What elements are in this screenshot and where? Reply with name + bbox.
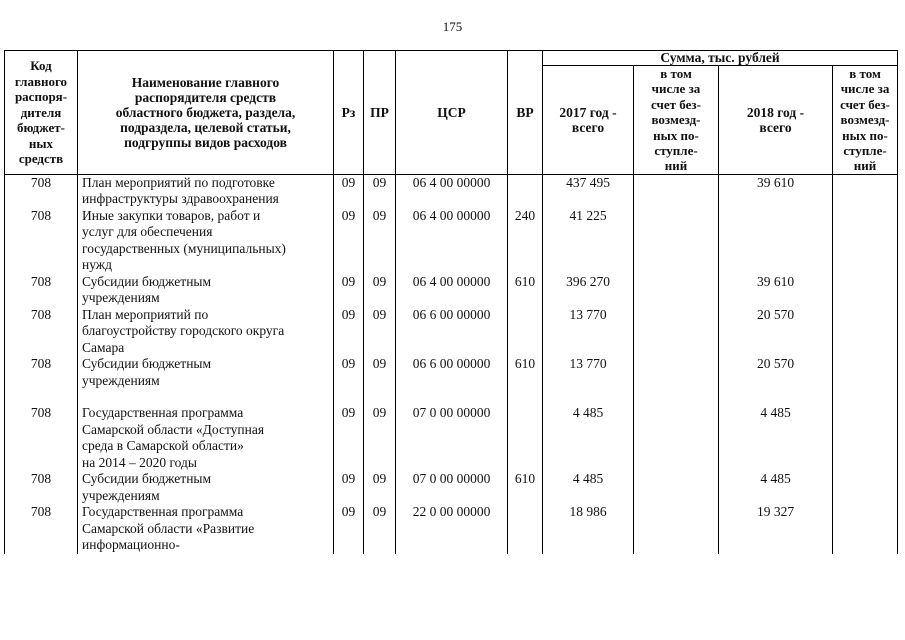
header-name-line: Наименование главного (131, 74, 280, 90)
cell-2017-gratis (634, 405, 719, 471)
cell-vr (508, 405, 543, 471)
cell-name-line: Самарской области «Доступная (82, 421, 265, 437)
cell-name-line: учреждениям (82, 372, 160, 388)
cell-name (78, 274, 334, 307)
table-row (5, 208, 898, 274)
cell-csr: 07 0 00 00000 (396, 405, 508, 471)
cell-name-line: План мероприятий по подготовке (82, 174, 275, 190)
header-gratis-line: счет без- (840, 96, 890, 112)
cell-2018-gratis (833, 274, 898, 307)
header-code-line: Код (30, 58, 52, 74)
cell-2017-total: 13 770 (543, 356, 634, 389)
cell-rz: 09 (334, 307, 364, 357)
cell-csr: 22 0 00 00000 (396, 504, 508, 554)
header-vr: ВР (508, 51, 543, 175)
cell-2017-gratis (634, 504, 719, 554)
cell-2017-gratis (634, 471, 719, 504)
cell-code: 708 (5, 504, 78, 554)
header-name-line: подгруппы видов расходов (124, 134, 287, 150)
header-gratis-line: возмезд- (651, 112, 701, 128)
header-gratis-2018 (833, 66, 898, 175)
cell-2018-total (719, 208, 833, 274)
cell-2017-total: 18 986 (543, 504, 634, 554)
header-code-line: дителя (20, 104, 62, 120)
cell-name (78, 356, 334, 389)
spacer-cell (719, 389, 833, 405)
header-sum: Сумма, тыс. рублей (543, 51, 898, 66)
header-gratis-line: ний (664, 158, 688, 174)
cell-name-line: Субсидии бюджетным (82, 273, 212, 289)
cell-name-line: Самарской области «Развитие (82, 520, 255, 536)
cell-2018-total: 20 570 (719, 307, 833, 357)
spacer-cell (508, 389, 543, 405)
cell-name-line: Иные закупки товаров, работ и (82, 207, 261, 223)
cell-vr (508, 174, 543, 208)
header-total-2017-line: 2017 год - (559, 104, 617, 120)
cell-2017-gratis (634, 274, 719, 307)
header-total-2017-line: всего (571, 119, 605, 135)
cell-2018-gratis (833, 471, 898, 504)
cell-pr: 09 (364, 208, 396, 274)
cell-vr (508, 307, 543, 357)
cell-2018-gratis (833, 208, 898, 274)
header-name-line: подраздела, целевой статьи, (120, 119, 291, 135)
cell-2017-total: 13 770 (543, 307, 634, 357)
cell-vr: 610 (508, 471, 543, 504)
table-row (5, 356, 898, 389)
cell-pr: 09 (364, 504, 396, 554)
cell-vr: 240 (508, 208, 543, 274)
cell-2018-gratis (833, 405, 898, 471)
header-gratis-line: возмезд- (840, 112, 890, 128)
cell-name-line: Самара (82, 339, 125, 355)
spacer-cell (78, 389, 334, 405)
cell-rz: 09 (334, 274, 364, 307)
cell-pr: 09 (364, 405, 396, 471)
header-gratis-line: ных по- (653, 127, 699, 143)
cell-pr: 09 (364, 274, 396, 307)
cell-name (78, 405, 334, 471)
budget-table (4, 50, 898, 554)
table-row (5, 471, 898, 504)
cell-pr: 09 (364, 471, 396, 504)
cell-2018-total: 4 485 (719, 405, 833, 471)
cell-2018-gratis (833, 504, 898, 554)
cell-name (78, 307, 334, 357)
header-total-2018 (719, 66, 833, 175)
cell-name-line: учреждениям (82, 290, 160, 306)
header-rz: Рз (334, 51, 364, 175)
header-gratis-line: в том (849, 66, 881, 81)
cell-pr: 09 (364, 174, 396, 208)
cell-name-line: Субсидии бюджетным (82, 356, 212, 372)
cell-2018-total: 4 485 (719, 471, 833, 504)
cell-rz: 09 (334, 208, 364, 274)
table-row (5, 307, 898, 357)
header-gratis-2017 (634, 66, 719, 175)
cell-pr: 09 (364, 307, 396, 357)
spacer-cell (334, 389, 364, 405)
cell-name-line: услуг для обеспечения (82, 224, 213, 240)
cell-code: 708 (5, 208, 78, 274)
cell-2018-total: 39 610 (719, 174, 833, 208)
spacer-cell (833, 389, 898, 405)
header-code (5, 51, 78, 175)
cell-name-line: благоустройству городского округа (82, 323, 285, 339)
cell-csr: 06 6 00 00000 (396, 356, 508, 389)
header-gratis-line: числе за (651, 81, 701, 97)
cell-csr: 06 4 00 00000 (396, 274, 508, 307)
cell-name (78, 208, 334, 274)
cell-2018-gratis (833, 174, 898, 208)
header-total-2017 (543, 66, 634, 175)
header-gratis-line: счет без- (651, 96, 701, 112)
cell-2017-gratis (634, 307, 719, 357)
cell-csr: 06 4 00 00000 (396, 174, 508, 208)
cell-vr: 610 (508, 356, 543, 389)
cell-name-line: Государственная программа (82, 405, 244, 421)
spacer-cell (5, 389, 78, 405)
header-gratis-line: в том (660, 66, 692, 81)
cell-name (78, 174, 334, 208)
cell-2017-gratis (634, 174, 719, 208)
cell-name-line: на 2014 – 2020 годы (82, 454, 197, 470)
cell-code: 708 (5, 405, 78, 471)
cell-rz: 09 (334, 356, 364, 389)
header-gratis-line: ний (853, 158, 877, 174)
cell-code: 708 (5, 471, 78, 504)
table-row (5, 174, 898, 208)
cell-pr: 09 (364, 356, 396, 389)
cell-name-line: среда в Самарской области» (82, 438, 244, 454)
cell-csr: 06 4 00 00000 (396, 208, 508, 274)
cell-rz: 09 (334, 471, 364, 504)
cell-2018-gratis (833, 356, 898, 389)
page-number: 175 (442, 19, 463, 34)
spacer-cell (543, 389, 634, 405)
table-header (5, 51, 898, 175)
cell-2017-total: 4 485 (543, 471, 634, 504)
cell-name-line: нужд (82, 257, 112, 273)
cell-name-line: информационно- (82, 537, 180, 553)
table-body (5, 174, 898, 554)
cell-name-line: учреждениям (82, 487, 160, 503)
cell-name (78, 471, 334, 504)
cell-code: 708 (5, 174, 78, 208)
cell-2017-total: 396 270 (543, 274, 634, 307)
cell-rz: 09 (334, 405, 364, 471)
cell-2017-total: 437 495 (543, 174, 634, 208)
header-gratis-line: ных по- (842, 127, 888, 143)
header-gratis-line: числе за (840, 81, 890, 97)
header-total-2018-line: всего (759, 119, 792, 135)
header-code-line: ных (28, 135, 54, 151)
cell-name-line: государственных (муниципальных) (82, 240, 286, 256)
cell-rz: 09 (334, 174, 364, 208)
header-csr: ЦСР (396, 51, 508, 175)
cell-2018-total: 39 610 (719, 274, 833, 307)
spacer-cell (396, 389, 508, 405)
header-total-2018-line: 2018 год - (746, 104, 805, 120)
cell-2017-total: 41 225 (543, 208, 634, 274)
cell-2017-gratis (634, 356, 719, 389)
header-code-line: главного (14, 73, 68, 89)
cell-csr: 07 0 00 00000 (396, 471, 508, 504)
spacer-row (5, 389, 898, 405)
header-name (78, 51, 334, 175)
cell-code: 708 (5, 307, 78, 357)
table-row (5, 405, 898, 471)
cell-code: 708 (5, 356, 78, 389)
header-name-line: распорядителя средств (134, 89, 277, 105)
cell-name-line: инфраструктуры здравоохранения (82, 191, 279, 207)
cell-name-line: Субсидии бюджетным (82, 471, 212, 487)
header-name-line: областного бюджета, раздела, (115, 104, 296, 120)
header-code-lines (6, 58, 76, 167)
cell-2017-total: 4 485 (543, 405, 634, 471)
cell-name (78, 504, 334, 554)
header-pr: ПР (364, 51, 396, 175)
header-gratis-line: ступле- (654, 143, 698, 159)
cell-rz: 09 (334, 504, 364, 554)
cell-vr (508, 504, 543, 554)
cell-vr: 610 (508, 274, 543, 307)
cell-2017-gratis (634, 208, 719, 274)
cell-name-line: План мероприятий по (82, 306, 209, 322)
header-code-line: распоря- (14, 89, 68, 105)
header-code-line: средств (18, 151, 64, 167)
cell-2018-gratis (833, 307, 898, 357)
cell-name-line: Государственная программа (82, 504, 244, 520)
cell-csr: 06 6 00 00000 (396, 307, 508, 357)
header-code-line: бюджет- (16, 120, 65, 136)
spacer-cell (364, 389, 396, 405)
spacer-cell (634, 389, 719, 405)
table-row (5, 274, 898, 307)
cell-2018-total: 20 570 (719, 356, 833, 389)
table-row (5, 504, 898, 554)
header-gratis-line: ступле- (843, 143, 887, 159)
cell-2018-total: 19 327 (719, 504, 833, 554)
cell-code: 708 (5, 274, 78, 307)
